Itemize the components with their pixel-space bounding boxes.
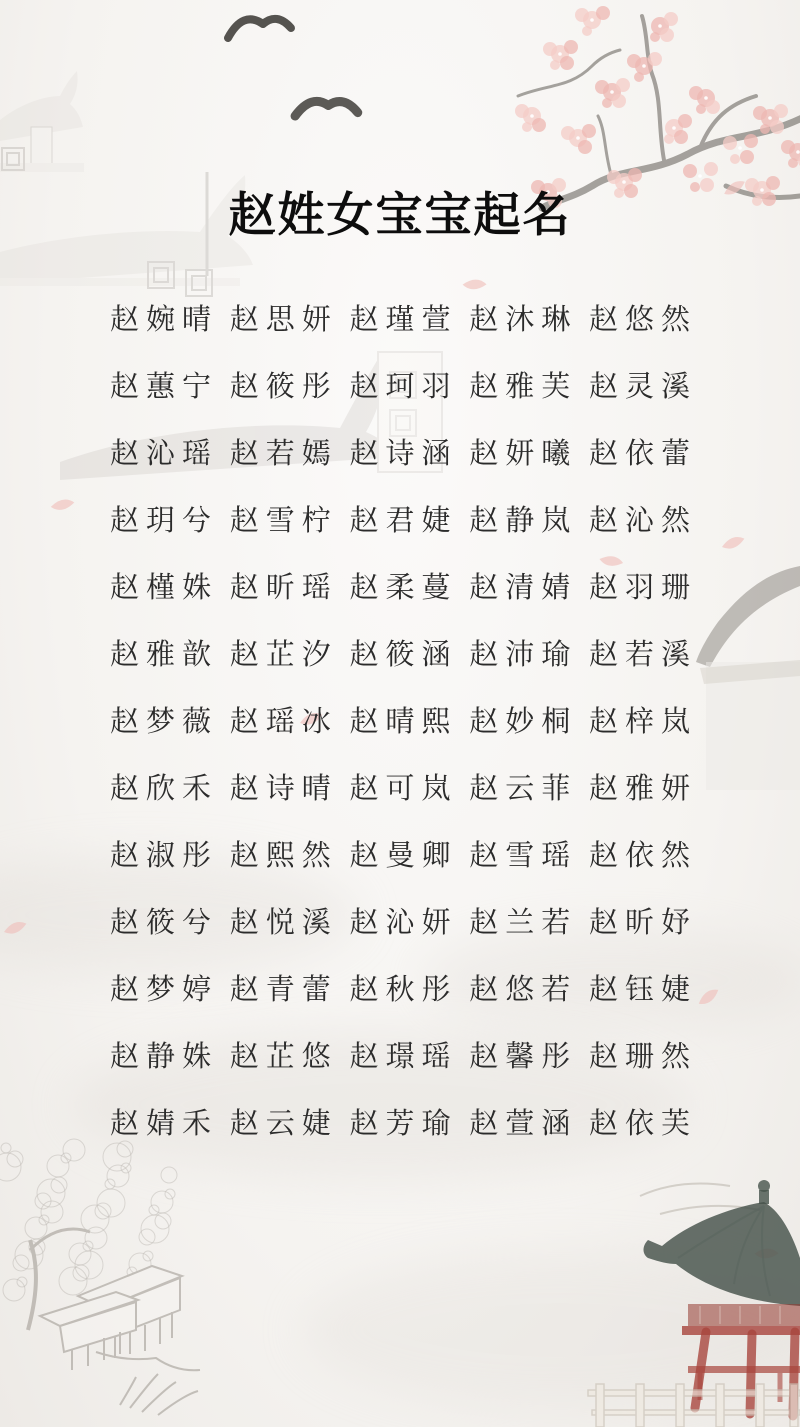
baby-name: 赵筱兮 xyxy=(110,907,219,939)
baby-name: 赵钰婕 xyxy=(588,974,697,1006)
baby-name: 赵槿姝 xyxy=(110,572,219,604)
baby-name: 赵瑾萱 xyxy=(349,304,458,336)
name-row xyxy=(110,503,697,539)
baby-name: 赵灵溪 xyxy=(588,371,697,403)
baby-name: 赵昕瑶 xyxy=(229,572,338,604)
baby-name: 赵欣禾 xyxy=(110,773,219,805)
baby-name: 赵云菲 xyxy=(469,773,578,805)
name-row xyxy=(110,302,697,338)
baby-name: 赵梦婷 xyxy=(110,974,219,1006)
baby-name: 赵芷悠 xyxy=(229,1041,338,1073)
baby-name: 赵静姝 xyxy=(110,1041,219,1073)
pavilion-icon xyxy=(640,1180,800,1416)
baby-name: 赵妙桐 xyxy=(469,706,578,738)
name-row xyxy=(110,1039,697,1075)
title-main: 女宝宝起名 xyxy=(326,188,572,243)
baby-name: 赵兰若 xyxy=(469,907,578,939)
baby-name: 赵清婧 xyxy=(469,572,578,604)
baby-name: 赵诗晴 xyxy=(229,773,338,805)
baby-name: 赵梓岚 xyxy=(588,706,697,738)
baby-name: 赵筱彤 xyxy=(229,371,338,403)
baby-name: 赵沐琳 xyxy=(469,304,578,336)
baby-name: 赵悦溪 xyxy=(229,907,338,939)
baby-name: 赵沛瑜 xyxy=(469,639,578,671)
name-row xyxy=(110,436,697,472)
baby-name: 赵秋彤 xyxy=(349,974,458,1006)
name-row xyxy=(110,637,697,673)
baby-name: 赵淑彤 xyxy=(110,840,219,872)
baby-name: 赵思妍 xyxy=(229,304,338,336)
baby-name: 赵曼卿 xyxy=(349,840,458,872)
lakeside-houses-icon xyxy=(0,1139,200,1415)
baby-name: 赵瑶冰 xyxy=(229,706,338,738)
baby-name: 赵雪柠 xyxy=(229,505,338,537)
name-row xyxy=(110,972,697,1008)
baby-name: 赵珊然 xyxy=(588,1041,697,1073)
baby-name: 赵萱涵 xyxy=(469,1108,578,1140)
baby-name: 赵依然 xyxy=(588,840,697,872)
baby-name: 赵璟瑶 xyxy=(349,1041,458,1073)
baby-name: 赵沁然 xyxy=(588,505,697,537)
baby-name: 赵若嫣 xyxy=(229,438,338,470)
baby-name: 赵柔蔓 xyxy=(349,572,458,604)
baby-name: 赵沁妍 xyxy=(349,907,458,939)
chinese-gate-icon xyxy=(0,71,253,296)
name-row xyxy=(110,704,697,740)
baby-name: 赵珂羽 xyxy=(349,371,458,403)
name-row xyxy=(110,838,697,874)
name-row xyxy=(110,771,697,807)
baby-name: 赵悠然 xyxy=(588,304,697,336)
baby-name: 赵婉晴 xyxy=(110,304,219,336)
baby-name: 赵妍曦 xyxy=(469,438,578,470)
baby-name: 赵诗涵 xyxy=(349,438,458,470)
names-grid xyxy=(110,302,697,1142)
baby-name: 赵芷汐 xyxy=(229,639,338,671)
page-title xyxy=(0,186,800,246)
title-prefix: 赵姓 xyxy=(228,188,327,243)
baby-name: 赵可岚 xyxy=(349,773,458,805)
baby-name: 赵雅芙 xyxy=(469,371,578,403)
birds-icon xyxy=(228,19,359,123)
roof-eave-icon xyxy=(696,566,800,790)
baby-name: 赵馨彤 xyxy=(469,1041,578,1073)
baby-name: 赵玥兮 xyxy=(110,505,219,537)
baby-name: 赵依蕾 xyxy=(588,438,697,470)
baby-name: 赵沁瑶 xyxy=(110,438,219,470)
baby-name: 赵婧禾 xyxy=(110,1108,219,1140)
baby-name: 赵雅歆 xyxy=(110,639,219,671)
name-row xyxy=(110,905,697,941)
baby-name: 赵昕妤 xyxy=(588,907,697,939)
baby-name: 赵云婕 xyxy=(229,1108,338,1140)
baby-name: 赵梦薇 xyxy=(110,706,219,738)
baby-name: 赵芳瑜 xyxy=(349,1108,458,1140)
baby-name: 赵若溪 xyxy=(588,639,697,671)
baby-name: 赵雪瑶 xyxy=(469,840,578,872)
baby-name: 赵晴熙 xyxy=(349,706,458,738)
baby-name: 赵悠若 xyxy=(469,974,578,1006)
name-row xyxy=(110,1106,697,1142)
name-row xyxy=(110,369,697,405)
name-row xyxy=(110,570,697,606)
baby-name: 赵雅妍 xyxy=(588,773,697,805)
baby-name: 赵羽珊 xyxy=(588,572,697,604)
baby-name: 赵蕙宁 xyxy=(110,371,219,403)
baby-name: 赵筱涵 xyxy=(349,639,458,671)
baby-name: 赵君婕 xyxy=(349,505,458,537)
baby-name: 赵静岚 xyxy=(469,505,578,537)
baby-name: 赵依芙 xyxy=(588,1108,697,1140)
baby-name: 赵青蕾 xyxy=(229,974,338,1006)
baby-name: 赵熙然 xyxy=(229,840,338,872)
